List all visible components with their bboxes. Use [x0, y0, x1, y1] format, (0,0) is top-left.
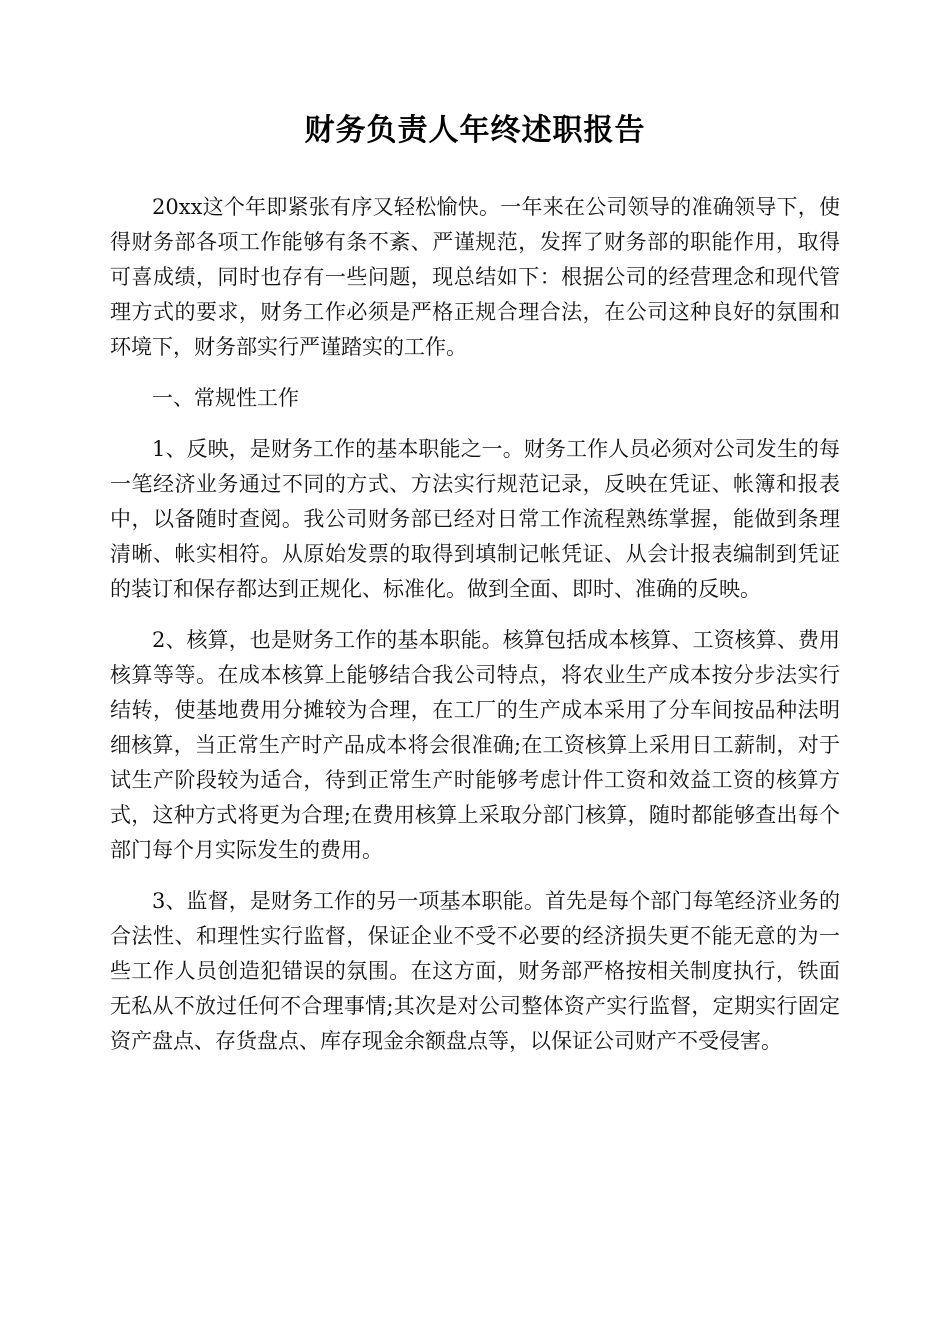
paragraph-reporting: 1、反映，是财务工作的基本职能之一。财务工作人员必须对公司发生的每一笔经济业务通过不同的方式、方法实行规范记录，反映在凭证、帐簿和报表中，以备随时查阅。我公司财务部已经对日常工作流程熟练掌握，能做到条理清晰、帐实相符。从原始发票的取得到填制记帐凭证、从会计报表编制到凭证的装订和保存都达到正规化、标准化。做到全面、即时、准确的反映。 — [110, 437, 840, 601]
document-body — [110, 190, 840, 1075]
paragraph-intro: 20xx这个年即紧张有序又轻松愉快。一年来在公司领导的准确领导下，使得财务部各项工作能够有条不紊、严谨规范，发挥了财务部的职能作用，取得可喜成绩，同时也存有一些问题，现总结如下：根据公司的经营理念和现代管理方式的要求，财务工作必须是严格正规合理合法，在公司这种良好的氛围和环境下，财务部实行严谨踏实的工作。 — [110, 195, 840, 359]
paragraph-accounting: 2、核算，也是财务工作的基本职能。核算包括成本核算、工资核算、费用核算等等。在成本核算上能够结合我公司特点，将农业生产成本按分步法实行结转，使基地费用分摊较为合理，在工厂的生产成本采用了分车间按品种法明细核算，当正常生产时产品成本将会很准确;在工资核算上采用日工薪制，对于试生产阶段较为适合，待到正常生产时能够考虑计件工资和效益工资的核算方式，这种方式将更为合理;在费用核算上采取分部门核算，随时都能够查出每个部门每个月实际发生的费用。 — [110, 628, 840, 862]
paragraph-supervision: 3、监督，是财务工作的另一项基本职能。首先是每个部门每笔经济业务的合法性、和理性实行监督，保证企业不受不必要的经济损失更不能无意的为一些工作人员创造犯错误的氛围。在这方面，财务部严格按相关制度执行，铁面无私从不放过任何不合理事情;其次是对公司整体资产实行监督，定期实行固定资产盘点、存货盘点、库存现金余额盘点等，以保证公司财产不受侵害。 — [110, 889, 840, 1053]
section-heading-routine-work: 一、常规性工作 — [152, 386, 299, 410]
document-title: 财务负责人年终述职报告 — [304, 113, 646, 148]
